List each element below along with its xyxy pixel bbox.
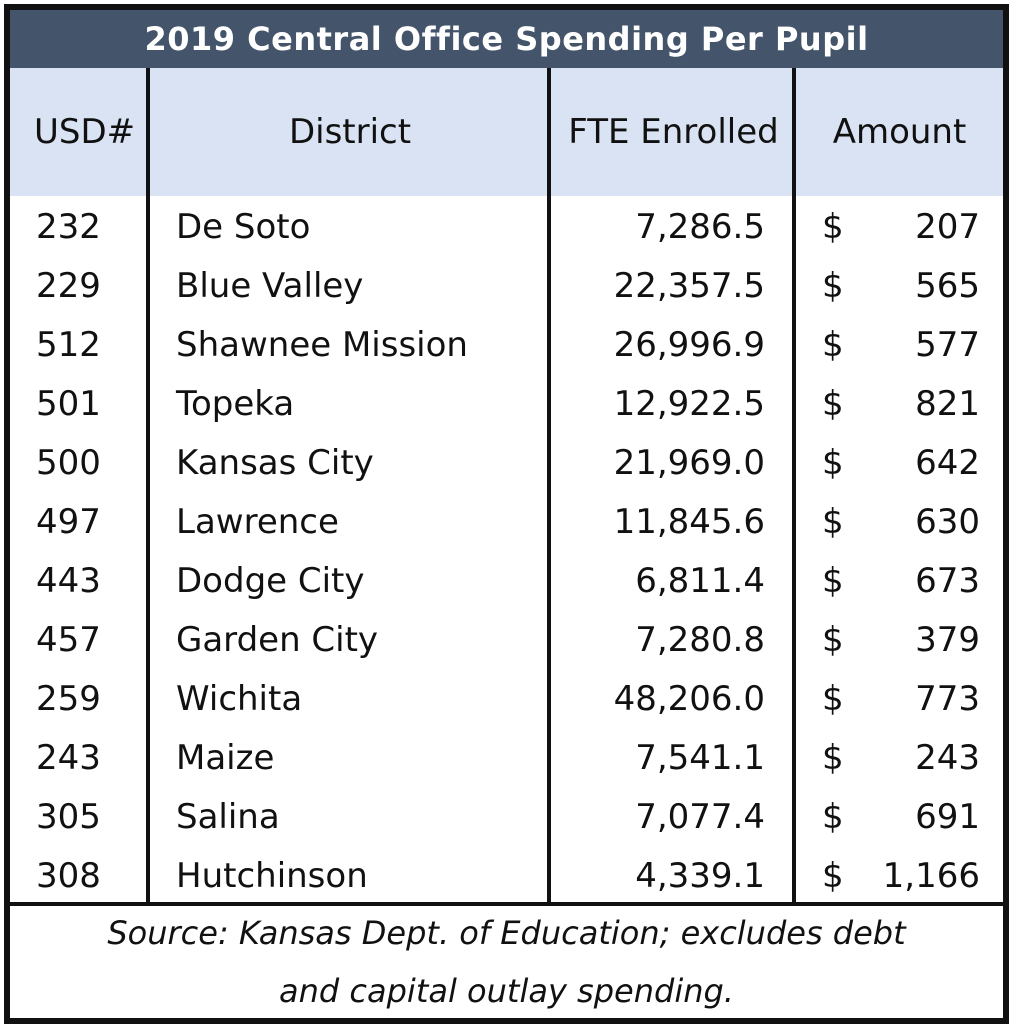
currency-symbol: $ xyxy=(822,501,844,542)
usd-cell: 501 xyxy=(36,383,101,424)
currency-symbol: $ xyxy=(822,383,844,424)
fte-cell: 11,845.6 xyxy=(613,501,765,542)
table-row xyxy=(10,492,1003,551)
currency-symbol: $ xyxy=(822,619,844,660)
header-district: District xyxy=(288,112,412,152)
district-cell: Maize xyxy=(176,737,275,778)
amount-cell: 821 xyxy=(915,383,980,424)
usd-cell: 259 xyxy=(36,678,101,719)
fte-cell: 7,077.4 xyxy=(635,796,765,837)
currency-symbol: $ xyxy=(822,206,844,247)
source-line: and capital outlay spending. xyxy=(279,972,734,1010)
table-row xyxy=(10,433,1003,492)
fte-cell: 12,922.5 xyxy=(613,383,765,424)
fte-cell: 4,339.1 xyxy=(635,855,765,896)
fte-cell: 7,280.8 xyxy=(635,619,765,660)
fte-cell: 48,206.0 xyxy=(613,678,765,719)
usd-cell: 500 xyxy=(36,442,101,483)
table-row xyxy=(10,728,1003,787)
amount-cell: 642 xyxy=(915,442,980,483)
currency-symbol: $ xyxy=(822,737,844,778)
currency-symbol: $ xyxy=(822,324,844,365)
amount-cell: 773 xyxy=(915,678,980,719)
source-line: Source: Kansas Dept. of Education; excludes debt xyxy=(107,914,906,952)
district-cell: Dodge City xyxy=(176,560,365,601)
table-row xyxy=(10,197,1003,256)
amount-cell: 207 xyxy=(915,206,980,247)
table-row xyxy=(10,610,1003,669)
district-cell: De Soto xyxy=(176,206,311,247)
district-cell: Shawnee Mission xyxy=(176,324,468,365)
district-cell: Hutchinson xyxy=(176,855,368,896)
amount-cell: 577 xyxy=(915,324,980,365)
fte-cell: 7,286.5 xyxy=(635,206,765,247)
usd-cell: 229 xyxy=(36,265,101,306)
usd-cell: 497 xyxy=(36,501,101,542)
table-row xyxy=(10,374,1003,433)
fte-cell: 6,811.4 xyxy=(635,560,765,601)
amount-cell: 379 xyxy=(915,619,980,660)
table-row xyxy=(10,551,1003,610)
usd-cell: 305 xyxy=(36,796,101,837)
usd-cell: 308 xyxy=(36,855,101,896)
amount-cell: 1,166 xyxy=(882,855,980,896)
district-cell: Salina xyxy=(176,796,280,837)
usd-cell: 243 xyxy=(36,737,101,778)
table-row xyxy=(10,846,1003,905)
table-row xyxy=(10,256,1003,315)
currency-symbol: $ xyxy=(822,265,844,306)
district-cell: Garden City xyxy=(176,619,379,660)
usd-cell: 512 xyxy=(36,324,101,365)
district-cell: Topeka xyxy=(176,383,295,424)
currency-symbol: $ xyxy=(822,560,844,601)
district-cell: Kansas City xyxy=(176,442,374,483)
currency-symbol: $ xyxy=(822,442,844,483)
amount-cell: 673 xyxy=(915,560,980,601)
table-row xyxy=(10,787,1003,846)
table-frame xyxy=(4,4,1009,1024)
header-fte: FTE Enrolled xyxy=(568,112,779,152)
source-note xyxy=(10,906,1003,1018)
usd-cell: 457 xyxy=(36,619,101,660)
amount-cell: 243 xyxy=(915,737,980,778)
amount-cell: 565 xyxy=(915,265,980,306)
usd-cell: 443 xyxy=(36,560,101,601)
currency-symbol: $ xyxy=(822,678,844,719)
table-title: 2019 Central Office Spending Per Pupil xyxy=(10,10,1003,68)
district-cell: Lawrence xyxy=(176,501,339,542)
table-row xyxy=(10,315,1003,374)
fte-cell: 7,541.1 xyxy=(635,737,765,778)
header-row xyxy=(10,68,1003,196)
header-usd: USD# xyxy=(34,112,136,152)
fte-cell: 26,996.9 xyxy=(613,324,765,365)
header-amount: Amount xyxy=(832,112,967,152)
fte-cell: 22,357.5 xyxy=(613,265,765,306)
usd-cell: 232 xyxy=(36,206,101,247)
fte-cell: 21,969.0 xyxy=(613,442,765,483)
table-row xyxy=(10,669,1003,728)
currency-symbol: $ xyxy=(822,855,844,896)
amount-cell: 630 xyxy=(915,501,980,542)
district-cell: Blue Valley xyxy=(176,265,364,306)
district-cell: Wichita xyxy=(176,678,303,719)
amount-cell: 691 xyxy=(915,796,980,837)
currency-symbol: $ xyxy=(822,796,844,837)
